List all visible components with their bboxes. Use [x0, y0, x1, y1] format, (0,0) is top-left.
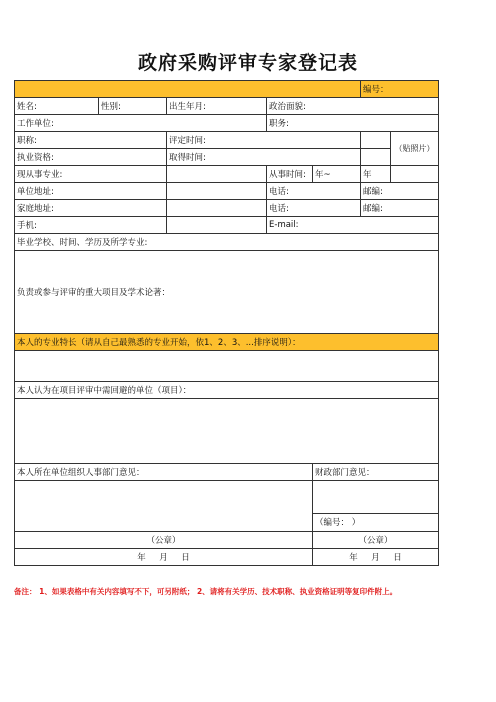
row-qualification — [15, 149, 439, 166]
avoid-label: 本人认为在项目评审中需回避的单位（项目）： — [15, 382, 439, 399]
row-title — [15, 132, 439, 149]
unit-address-field[interactable]: 单位地址: — [15, 183, 167, 200]
row-education — [15, 234, 439, 251]
blank-cell — [167, 183, 267, 200]
birth-field[interactable]: 出生年月: — [167, 98, 267, 115]
year-to-field[interactable]: 年 — [361, 166, 391, 183]
row-expertise-body — [15, 351, 439, 382]
blank-cell — [167, 217, 267, 234]
row-unit-address — [15, 183, 439, 200]
registration-form — [14, 80, 439, 566]
row-date — [15, 549, 439, 566]
row-projects — [15, 251, 439, 334]
year-from-field[interactable]: 年~ — [313, 166, 361, 183]
row-opinion-body — [15, 481, 439, 514]
row-home-address — [15, 200, 439, 217]
row-contact — [15, 217, 439, 234]
seal-right: （公章） — [313, 532, 439, 549]
hr-opinion-label: 本人所在单位组织人事部门意见： — [15, 464, 313, 481]
blank-cell — [361, 149, 391, 166]
row-seal — [15, 532, 439, 549]
postcode-field[interactable]: 邮编: — [361, 200, 439, 217]
title-rank-field[interactable]: 职称: — [15, 132, 167, 149]
education-field[interactable]: 毕业学校、时间、学历及所学专业: — [15, 234, 439, 251]
specialty-field[interactable]: 现从事专业: — [15, 166, 167, 183]
email-field[interactable]: E-mail: — [267, 217, 439, 234]
seal-left: （公章） — [15, 532, 313, 549]
row-expertise-header — [15, 334, 439, 351]
photo-placeholder[interactable]: （贴照片） — [391, 132, 439, 166]
form-title: 政府采购评审专家登记表 — [137, 52, 358, 74]
row-specialty — [15, 166, 439, 183]
political-field[interactable]: 政治面貌: — [267, 98, 439, 115]
employer-field[interactable]: 工作单位: — [15, 115, 267, 132]
date-left[interactable]: 年 月 日 — [15, 549, 313, 566]
date-right[interactable]: 年 月 日 — [313, 549, 439, 566]
position-field[interactable]: 职务: — [267, 115, 439, 132]
row-opinion-header — [15, 464, 439, 481]
blank-header-cell — [15, 81, 361, 98]
expertise-label: 本人的专业特长（请从自己最熟悉的专业开始，依1、2、3、...排序说明）： — [15, 334, 439, 351]
postcode-field[interactable]: 邮编: — [361, 183, 439, 200]
row-avoid-body — [15, 399, 439, 464]
qualification-field[interactable]: 执业资格: — [15, 149, 167, 166]
name-field[interactable]: 姓名: — [15, 98, 99, 115]
expertise-input[interactable] — [15, 351, 439, 382]
rated-time-field[interactable]: 评定时间: — [167, 132, 361, 149]
mobile-field[interactable]: 手机: — [15, 217, 167, 234]
hr-opinion-input[interactable] — [15, 481, 313, 532]
blank-cell — [361, 132, 391, 149]
blank-cell — [391, 166, 439, 183]
home-address-field[interactable]: 家庭地址: — [15, 200, 167, 217]
finance-number-field[interactable]: （编号： ） — [313, 513, 439, 531]
row-employer — [15, 115, 439, 132]
blank-cell — [167, 200, 267, 217]
row-basic — [15, 98, 439, 115]
projects-field[interactable]: 负责或参与评审的重大项目及学术论著： — [15, 251, 439, 334]
row-avoid-header — [15, 382, 439, 399]
phone-field[interactable]: 电话: — [267, 200, 361, 217]
serial-number-cell[interactable]: 编号： — [361, 81, 439, 98]
avoid-input[interactable] — [15, 399, 439, 464]
serial-row — [15, 81, 439, 98]
work-time-field[interactable]: 从事时间: — [267, 166, 313, 183]
obtained-time-field[interactable]: 取得时间: — [167, 149, 361, 166]
blank-cell — [167, 166, 267, 183]
footnote: 备注： 1、如果表格中有关内容填写不下，可另附纸； 2、请将有关学历、技术职称、执业资格证明等复印件附上。 — [14, 587, 398, 596]
gender-field[interactable]: 性别: — [99, 98, 167, 115]
finance-opinion-input[interactable] — [313, 481, 439, 514]
phone-field[interactable]: 电话: — [267, 183, 361, 200]
finance-opinion-label: 财政部门意见： — [313, 464, 439, 481]
